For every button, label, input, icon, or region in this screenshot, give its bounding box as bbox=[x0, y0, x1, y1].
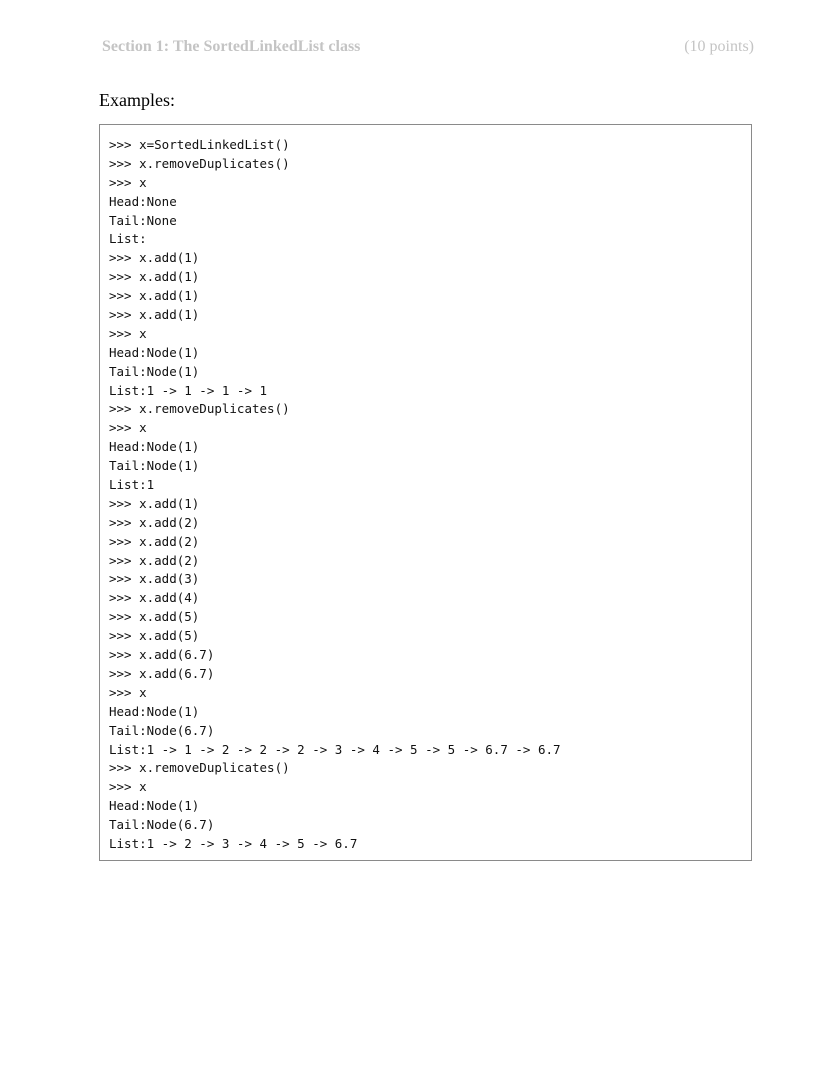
code-line: >>> x.add(5) bbox=[109, 609, 200, 625]
code-line: >>> x=SortedLinkedList() bbox=[109, 137, 290, 152]
code-line: List:1 -> 1 -> 1 -> 1 bbox=[109, 382, 268, 398]
code-line: >>> x.add(2) bbox=[109, 533, 200, 549]
section-title: Section 1: The SortedLinkedList class bbox=[102, 38, 361, 55]
code-line: Head:Node(1) bbox=[109, 439, 200, 455]
code-line: Tail:Node(1) bbox=[109, 363, 200, 379]
code-line: >>> x.add(1) bbox=[109, 495, 200, 511]
code-line: Head:Node(1) bbox=[109, 703, 200, 719]
code-line: Head:None bbox=[109, 193, 177, 209]
code-line: >>> x.removeDuplicates() bbox=[109, 760, 290, 776]
code-line: Tail:Node(6.7) bbox=[109, 817, 215, 833]
code-line: >>> x bbox=[109, 684, 147, 700]
code-line: >>> x.add(4) bbox=[109, 590, 200, 606]
examples-heading: Examples: bbox=[99, 90, 175, 110]
code-line: List:1 bbox=[109, 477, 155, 493]
code-line: >>> x.add(6.7) bbox=[109, 647, 215, 663]
code-line: >>> x.add(1) bbox=[109, 250, 200, 266]
code-line: List: bbox=[109, 231, 147, 247]
code-line: Head:Node(1) bbox=[109, 344, 200, 360]
code-line: >>> x.removeDuplicates() bbox=[109, 401, 290, 417]
code-line: Head:Node(1) bbox=[109, 798, 200, 814]
code-line: >>> x.add(2) bbox=[109, 552, 200, 568]
code-line: Tail:None bbox=[109, 212, 177, 228]
code-line: >>> x.add(1) bbox=[109, 288, 200, 304]
code-line: Tail:Node(1) bbox=[109, 458, 200, 474]
code-line: List:1 -> 2 -> 3 -> 4 -> 5 -> 6.7 bbox=[109, 835, 358, 851]
code-line: >>> x.add(2) bbox=[109, 514, 200, 530]
code-example-box bbox=[99, 124, 752, 861]
code-line: >>> x bbox=[109, 325, 147, 341]
code-line: >>> x bbox=[109, 174, 147, 190]
code-line: Tail:Node(6.7) bbox=[109, 722, 215, 738]
code-line: >>> x.add(3) bbox=[109, 571, 200, 587]
code-line: >>> x.add(1) bbox=[109, 307, 200, 323]
code-line: >>> x.removeDuplicates() bbox=[109, 155, 290, 171]
code-line: >>> x.add(5) bbox=[109, 628, 200, 644]
code-line: >>> x bbox=[109, 779, 147, 795]
code-line: >>> x.add(6.7) bbox=[109, 665, 215, 681]
code-line: >>> x bbox=[109, 420, 147, 436]
code-line: List:1 -> 1 -> 2 -> 2 -> 2 -> 3 -> 4 -> 5 -> 5 -> 6.7 -> 6.7 bbox=[109, 741, 561, 757]
section-points: (10 points) bbox=[684, 38, 754, 55]
code-line: >>> x.add(1) bbox=[109, 269, 200, 285]
